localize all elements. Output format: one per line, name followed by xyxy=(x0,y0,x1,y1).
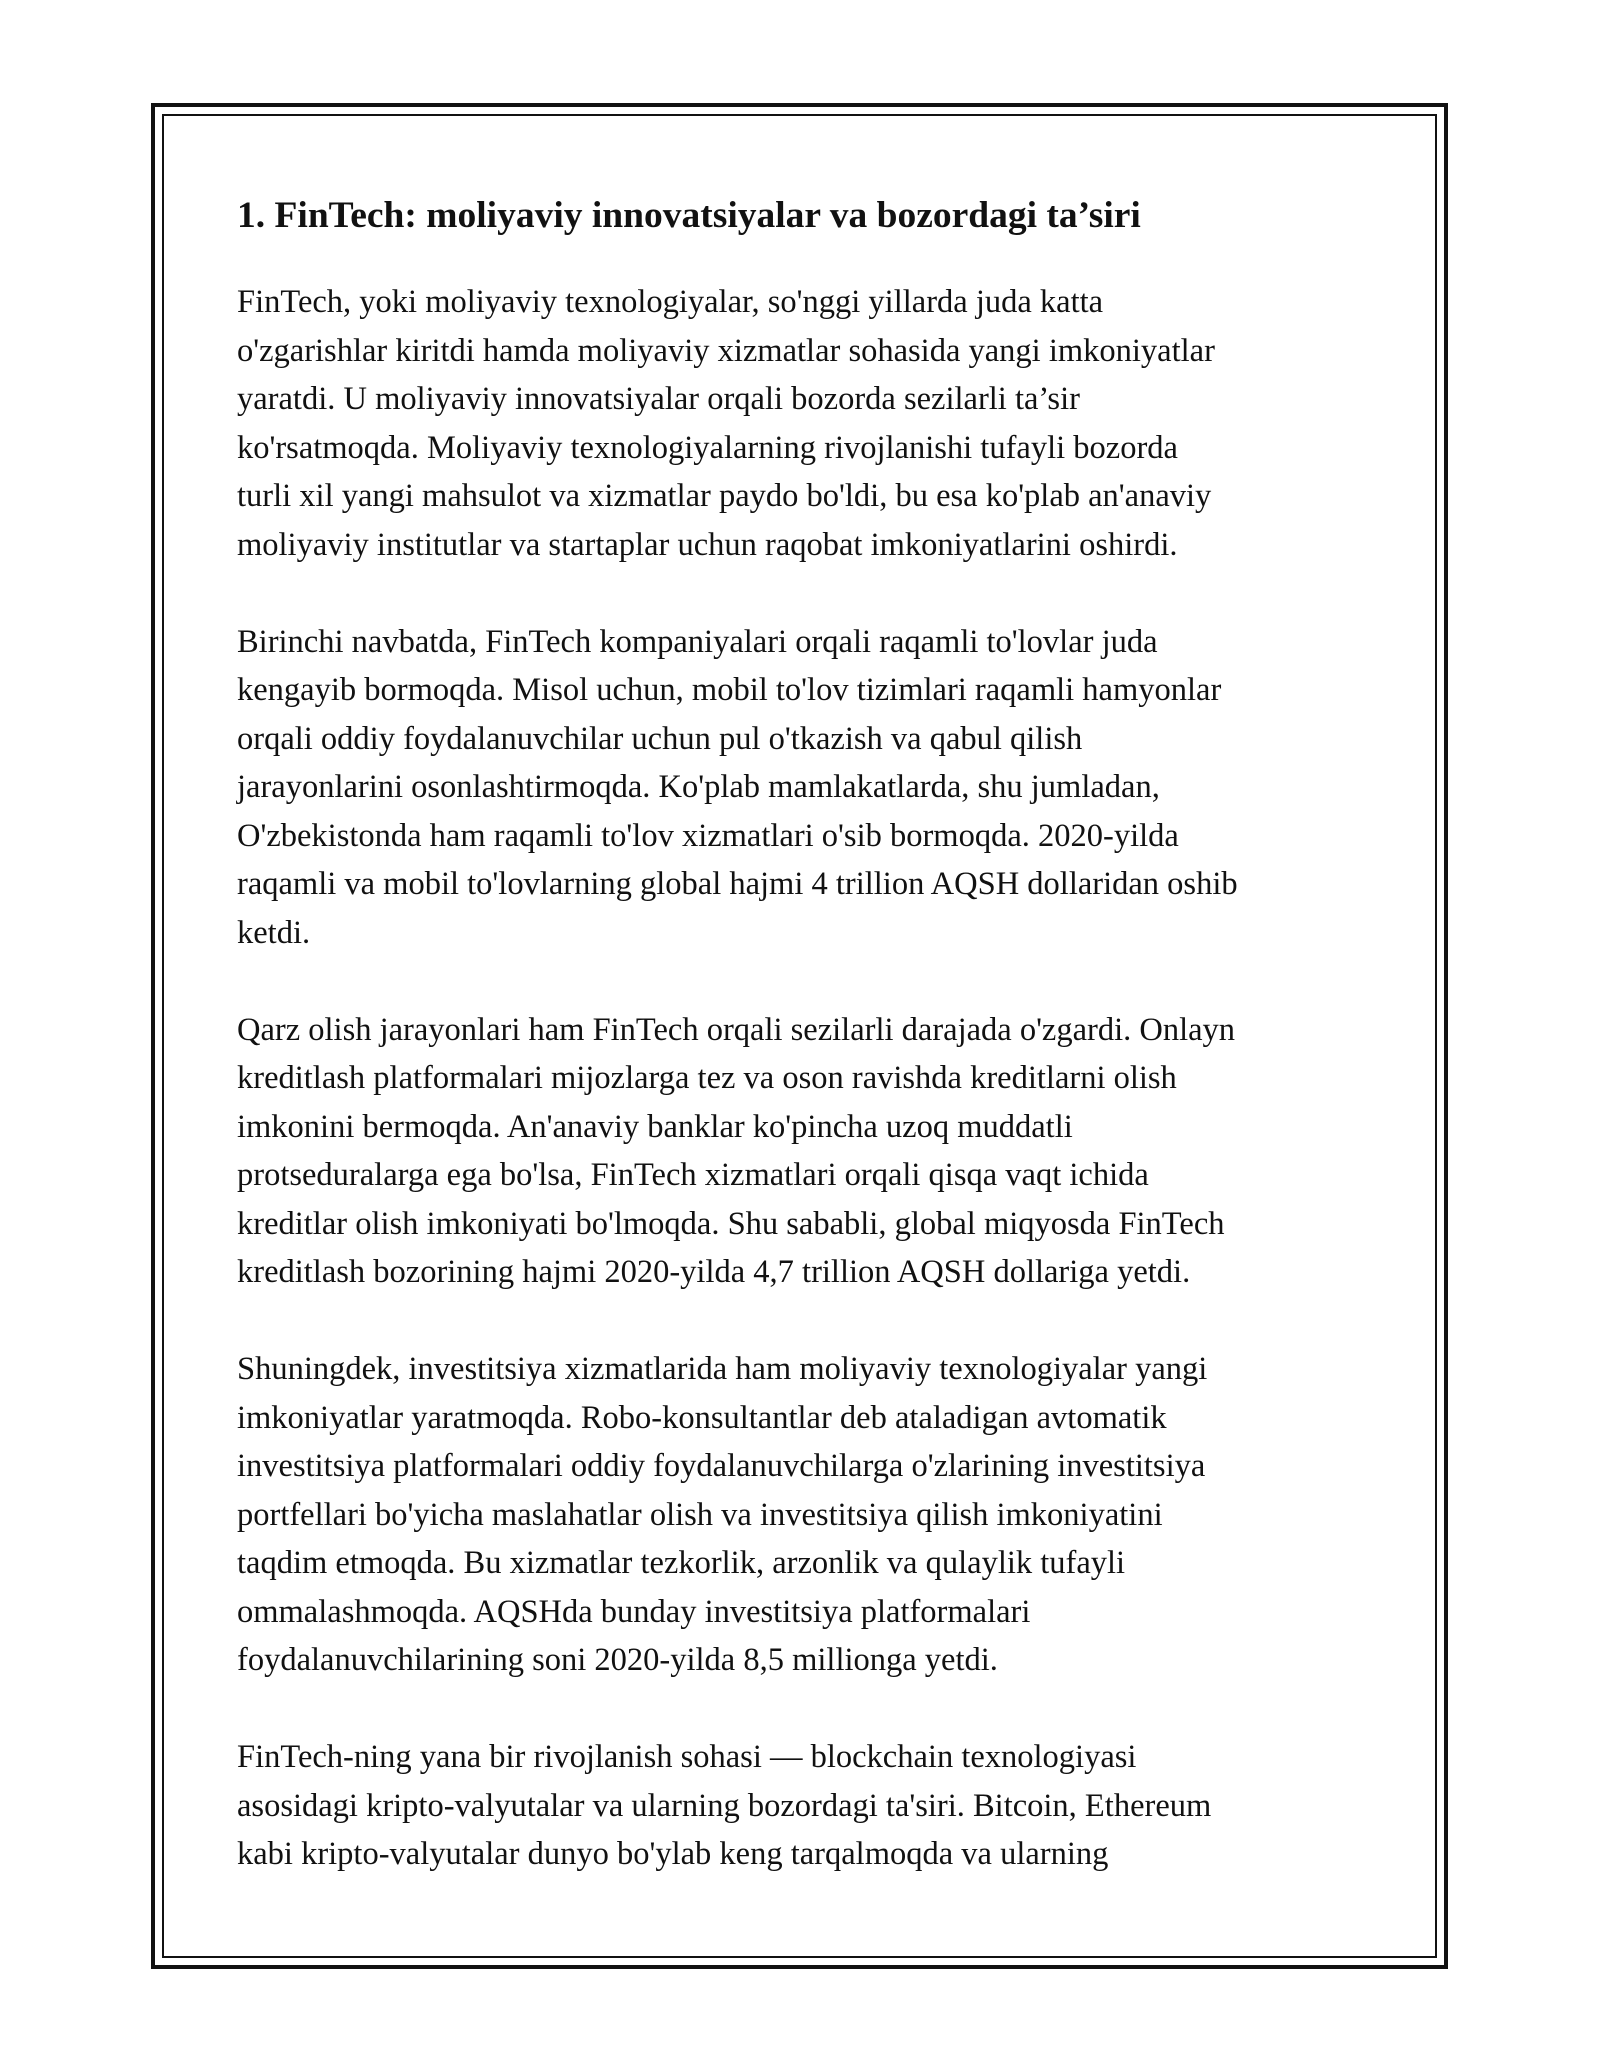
paragraph-line: Qarz olish jarayonlari ham FinTech orqali sezilarli darajada o'zgardi. Onlayn xyxy=(237,1011,1236,1048)
paragraph-3 xyxy=(237,1006,1387,1297)
paragraph-2 xyxy=(237,618,1387,958)
paragraph-line: ko'rsatmoqda. Moliyaviy texnologiyalarning rivojlanishi tufayli bozorda xyxy=(237,429,1178,466)
paragraph-line: O'zbekistonda ham raqamli to'lov xizmatlari o'sib bormoqda. 2020-yilda xyxy=(237,817,1179,854)
paragraph-line: FinTech, yoki moliyaviy texnologiyalar, so'nggi yillarda juda katta xyxy=(237,284,1104,320)
paragraph-line: investitsiya platformalari oddiy foydalanuvchilarga o'zlarining investitsiya xyxy=(237,1448,1206,1484)
paragraph-line: kreditlash platformalari mijozlarga tez va oson ravishda kreditlarni olish xyxy=(237,1060,1177,1096)
paragraph-line: raqamli va mobil to'lovlarning global hajmi 4 trillion AQSH dollaridan oshib xyxy=(237,866,1238,902)
paragraph-line: foydalanuvchilarining soni 2020-yilda 8,5 millionga yetdi. xyxy=(237,1642,998,1678)
paragraph-5 xyxy=(237,1733,1387,1879)
paragraph-1 xyxy=(237,278,1387,569)
paragraph-line: Birinchi navbatda, FinTech kompaniyalari orqali raqamli to'lovlar juda xyxy=(237,623,1158,660)
paragraph-line: taqdim etmoqda. Bu xizmatlar tezkorlik, arzonlik va qulaylik tufayli xyxy=(237,1545,1126,1581)
paragraph-4 xyxy=(237,1345,1387,1685)
paragraph-line: kreditlash bozorining hajmi 2020-yilda 4,7 trillion AQSH dollariga yetdi. xyxy=(237,1254,1191,1290)
paragraph-line: kreditlar olish imkoniyati bo'lmoqda. Shu sababli, global miqyosda FinTech xyxy=(237,1205,1225,1242)
paragraph-line: portfellari bo'yicha maslahatlar olish va investitsiya qilish imkoniyatini xyxy=(237,1496,1163,1533)
paragraph-line: ketdi. xyxy=(237,914,311,951)
paragraph-line: FinTech-ning yana bir rivojlanish sohasi — blockchain texnologiyasi xyxy=(237,1739,1137,1775)
document-body xyxy=(237,190,1387,1927)
paragraph-line: ommalashmoqda. AQSHda bunday investitsiya platformalari xyxy=(237,1593,1031,1630)
paragraph-line: asosidagi kripto-valyutalar va ularning bozordagi ta'siri. Bitcoin, Ethereum xyxy=(237,1787,1212,1824)
paragraph-line: Shuningdek, investitsiya xizmatlarida ham moliyaviy texnologiyalar yangi xyxy=(237,1351,1208,1387)
paragraph-line: kengayib bormoqda. Misol uchun, mobil to'lov tizimlari raqamli hamyonlar xyxy=(237,672,1222,708)
paragraph-line: jarayonlarini osonlashtirmoqda. Ko'plab mamlakatlarda, shu jumladan, xyxy=(237,769,1160,805)
paragraph-line: imkoniyatlar yaratmoqda. Robo-konsultantlar deb ataladigan avtomatik xyxy=(237,1399,1167,1436)
paragraph-line: turli xil yangi mahsulot va xizmatlar paydo bo'ldi, bu esa ko'plab an'anaviy xyxy=(237,478,1212,514)
paragraph-line: protseduralarga ega bo'lsa, FinTech xizmatlari orqali qisqa vaqt ichida xyxy=(237,1157,1149,1193)
section-heading: 1. FinTech: moliyaviy innovatsiyalar va bozordagi ta’siri xyxy=(237,195,1141,236)
paragraph-line: kabi kripto-valyutalar dunyo bo'ylab keng tarqalmoqda va ularning xyxy=(237,1836,1109,1872)
paragraph-line: moliyaviy institutlar va startaplar uchun raqobat imkoniyatlarini oshirdi. xyxy=(237,526,1178,563)
paragraph-line: orqali oddiy foydalanuvchilar uchun pul o'tkazish va qabul qilish xyxy=(237,720,1083,757)
paragraph-line: yaratdi. U moliyaviy innovatsiyalar orqali bozorda sezilarli ta’sir xyxy=(237,381,1080,417)
paragraph-line: imkonini bermoqda. An'anaviy banklar ko'pincha uzoq muddatli xyxy=(237,1108,1073,1145)
paragraph-line: o'zgarishlar kiritdi hamda moliyaviy xizmatlar sohasida yangi imkoniyatlar xyxy=(237,332,1215,369)
